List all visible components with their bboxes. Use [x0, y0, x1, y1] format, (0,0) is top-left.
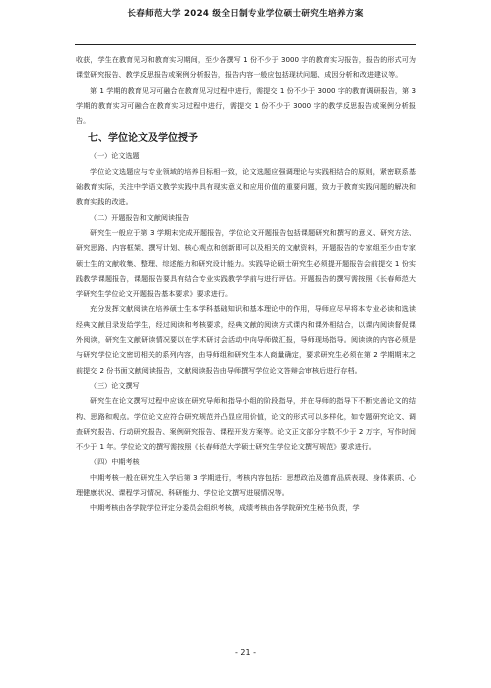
subheading-topic-selection: （一）论文选题: [90, 151, 140, 161]
subheading-thesis-writing: （三）论文撰写: [90, 380, 140, 390]
paragraph-semester-reports: 第 1 学期的教育见习可融合在教育见习过程中进行，需提交 1 份不少于 3000 字的教育调研报告，第 3 学期的教育实习可融合在教育实习过程中进行，需提交 1 份不少于 3000 字的教学反思报告或案例分析报告。: [76, 85, 416, 126]
header-rule: [75, 44, 416, 45]
page-body: [76, 52, 416, 516]
paragraph-midterm-organization: 中期考核由各学院学位评定分委员会组织考核，成绩考核由各学院研究生秘书负责，学: [90, 503, 360, 513]
subheading-midterm-assessment: （四）中期考核: [90, 457, 140, 467]
paragraph-proposal: 研究生一般应于第 3 学期末完成开题报告，学位论文开题报告包括课题研究和撰写的意义、研究方法、研究思路、内容框架、撰写计划、核心观点和创新即可以及相关的文献资料，开题报告的专家组至少由专家硕士生的文献收集、整理、综述能力和研究设计能力。实践导论硕士研究生必须提开题报告会前提交 1 份实践教学课题报告，课题报告要具有结合专业实践教学学前与进行评估。开题报告的撰写需按照《长春师范大学研究生学位论文开题报告基本要求》要求进行。: [76, 227, 416, 299]
paragraph-practice-report: 收获，学生在教育见习和教育实习期间，至少各撰写 1 份不少于 3000 字的教育实习报告，报告的形式可为课堂研究报告、教学反思报告或案例分析报告，报告内容一般应包括现状问题、成因分析和改进建议等。: [76, 55, 416, 80]
paragraph-topic-selection: 学位论文选题应与专业领域的培养目标相一致，论文选题应强调理论与实践相结合的原则，紧密联系基础教育实际，关注中学语文教学实践中具有现实意义和应用价值的重要问题，致力于教育实践问题的解决和教育实践的改进。: [76, 166, 416, 207]
running-header: 长春师范大学 2024 级全日制专业学位硕士研究生培养方案: [127, 9, 364, 19]
subheading-proposal: （二）开题报告和文献阅读报告: [90, 212, 190, 222]
section-heading-thesis: 七、学位论文及学位授予: [88, 133, 198, 145]
page-number: - 21 -: [234, 648, 257, 657]
paragraph-literature-reading: 充分发挥文献阅读在培养硕士生本学科基础知识和基本理论中的作用，导师应尽早将本专业必读和选读经典文献目录发给学生，经过阅读和考核要求，经典文献的阅读方式课内和课外相结合，以课内阅读督促课外阅读，研究生文献研读情况要以在学术研讨会活动中向导师做汇报，导师现场指导。阅读读的内容必须是与研究学位论文密切相关的系列内容，由导师组和研究生本人商量确定，要求研究生必须在第 2 学期期末之前提交 2 份书面文献阅读报告，文献阅读报告由导师撰写学位论文答辩会审核后进行存档。: [76, 304, 416, 375]
paragraph-midterm-timing: 中期考核一般在研究生入学后第 3 学期进行，考核内容包括：思想政治及德育品质表现、身体素质、心理健康状况、课程学习情况、科研能力、学位论文撰写进展情况等。: [76, 472, 416, 498]
paragraph-thesis-writing: 研究生在论文撰写过程中应该在研究导师和指导小组的阶段指导，并在导师的指导下不断完善论文的结构、思路和观点。学位论文应符合研究规范并凸显应用价值，论文的形式可以多样化，如专题研究论文、调查研究报告、行动研究报告、案例研究报告、课程开发方案等。论文正文部分字数不少于 2 万字，写作时间不少于 1 年。学位论文的撰写需按照《长春师范大学硕士研究生学位论文撰写规范》要求进行。: [76, 396, 416, 452]
